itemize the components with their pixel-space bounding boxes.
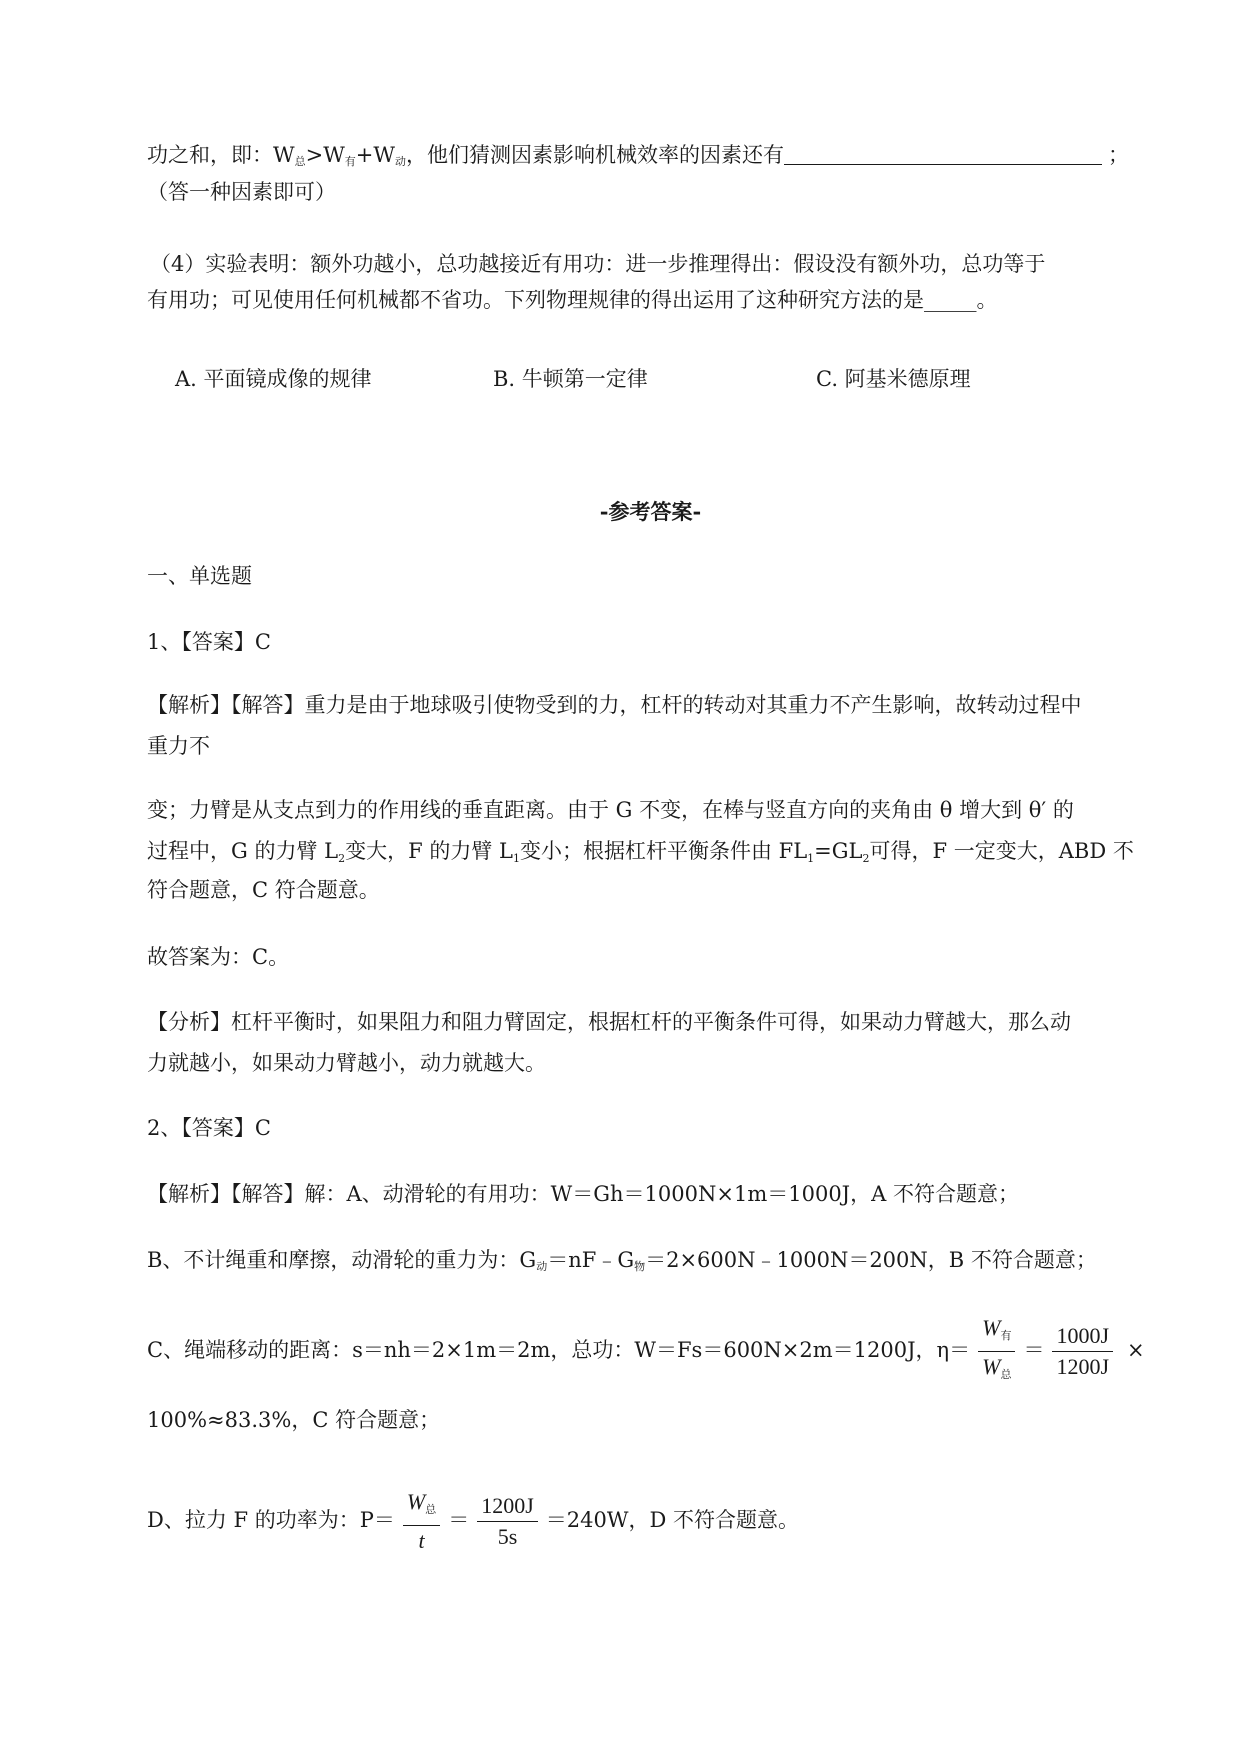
q4-option-c: C. 阿基米德原理 xyxy=(816,367,971,391)
answer-2-label: 2、【答案】C xyxy=(147,1116,271,1140)
answer-2-line-b xyxy=(147,1245,1097,1282)
a2-c-equals: ＝ xyxy=(1023,1338,1045,1362)
answer-1-summary-l2: 力就越小，如果动力臂越小，动力就越大。 xyxy=(147,1051,546,1075)
answer-1-analysis-l1: 【解析】【解答】重力是由于地球吸引使物受到的力，杠杆的转动对其重力不产生影响，故转动过程中 xyxy=(147,693,1082,717)
a2-c-times: × xyxy=(1127,1338,1145,1362)
answer-2-line-c-cont: 100%≈83.3%，C 符合题意； xyxy=(147,1408,441,1432)
answer-1-analysis-l2: 重力不 xyxy=(147,734,210,758)
answer-1-summary-l1: 【分析】杠杆平衡时，如果阻力和阻力臂固定，根据杠杆的平衡条件可得，如果动力臂越大，那么动 xyxy=(147,1010,1071,1034)
q4-line2-end: 。 xyxy=(976,288,998,312)
efficiency-fraction xyxy=(978,1313,1015,1390)
q3-sub-useful: 有 xyxy=(344,155,356,168)
power-fraction-denominator: t xyxy=(418,1528,425,1553)
power-value-fraction xyxy=(477,1491,538,1552)
a1-sub-1: 2 xyxy=(338,852,346,865)
value-fraction xyxy=(1052,1321,1113,1382)
q3-sub-moving: 动 xyxy=(394,155,406,168)
q3-sub-total: 总 xyxy=(294,155,306,168)
a2-b-sub-2: 物 xyxy=(634,1260,646,1273)
q4-answer-blank: _____ xyxy=(924,288,977,312)
q3-line1 xyxy=(147,140,1129,177)
a2-c-text: C、绳端移动的距离：s＝nh＝2×1m＝2m，总功：W＝Fs＝600N×2m＝1200J，η＝ xyxy=(147,1338,971,1362)
a1-sub-4: 2 xyxy=(862,852,870,865)
answer-1-analysis-l5: 符合题意，C 符合题意。 xyxy=(147,878,380,902)
q3-text-4: ，他们猜测因素影响机械效率的因素还有 xyxy=(405,143,784,167)
q4-line2-text: 有用功；可见使用任何机械都不省功。下列物理规律的得出运用了这种研究方法的是 xyxy=(147,288,924,312)
q3-text-5: ； xyxy=(1107,143,1129,167)
a1-text-e: 可得，F 一定变大，ABD 不 xyxy=(869,839,1134,863)
q3-answer-blank xyxy=(784,144,1102,165)
a1-text-d: =GL xyxy=(814,839,863,863)
q3-line2: （答一种因素即可） xyxy=(147,180,336,204)
q4-line1: （4）实验表明：额外功越小，总功越接近有用功：进一步推理得出：假设没有额外功，总功等于 xyxy=(150,252,1046,276)
power-fraction xyxy=(403,1487,440,1556)
q4-option-a: A. 平面镜成像的规律 xyxy=(175,367,372,391)
a1-sub-3: 1 xyxy=(807,852,815,865)
answer-2-line-c xyxy=(147,1310,1145,1390)
value-fraction-denominator: 1200J xyxy=(1056,1354,1109,1379)
section-title: 一、单选题 xyxy=(147,564,252,588)
a2-d-text: D、拉力 F 的功率为：P＝ xyxy=(147,1508,395,1532)
answer-2-line-a: 【解析】【解答】解：A、动滑轮的有用功：W＝Gh＝1000N×1m＝1000J，A 不符合题意； xyxy=(147,1182,1019,1206)
a2-d-result: ＝240W，D 不符合题意。 xyxy=(545,1508,799,1532)
answer-1-analysis-l4 xyxy=(147,836,1134,874)
power-value-denominator: 5s xyxy=(497,1524,518,1549)
value-fraction-numerator: 1000J xyxy=(1052,1321,1113,1352)
efficiency-fraction-numerator: W有 xyxy=(978,1313,1015,1352)
a2-b-sub-1: 动 xyxy=(536,1260,548,1273)
answers-heading: -参考答案- xyxy=(599,499,702,524)
answer-1-label: 1、【答案】C xyxy=(147,630,271,654)
answer-1-conclusion: 故答案为：C。 xyxy=(147,945,290,969)
a2-d-equals: ＝ xyxy=(448,1508,470,1532)
power-fraction-numerator: W总 xyxy=(403,1487,440,1526)
a2-b-text-b: ＝nF﹣G xyxy=(547,1248,635,1272)
a2-b-text-a: B、不计绳重和摩擦，动滑轮的重力为：G xyxy=(147,1248,537,1272)
q3-text-1: 功之和，即：W xyxy=(147,143,295,167)
power-value-numerator: 1200J xyxy=(477,1491,538,1522)
q4-option-b: B. 牛顿第一定律 xyxy=(493,367,648,391)
q3-text-2: >W xyxy=(305,143,345,167)
a2-b-text-c: ＝2×600N﹣1000N＝200N，B 不符合题意； xyxy=(645,1248,1097,1272)
a1-sub-2: 1 xyxy=(512,852,520,865)
q3-text-3: +W xyxy=(355,143,395,167)
answer-1-analysis-l3: 变；力臂是从支点到力的作用线的垂直距离。由于 G 不变，在棒与竖直方向的夹角由 θ 增大到 θ′ 的 xyxy=(147,798,1074,822)
q4-line2 xyxy=(147,285,998,315)
a1-text-a: 过程中，G 的力臂 L xyxy=(147,839,339,863)
efficiency-fraction-denominator: W总 xyxy=(982,1354,1012,1381)
answer-2-line-d xyxy=(147,1480,799,1560)
a1-text-b: 变大，F 的力臂 L xyxy=(345,839,513,863)
a1-text-c: 变小；根据杠杆平衡条件由 FL xyxy=(519,839,808,863)
